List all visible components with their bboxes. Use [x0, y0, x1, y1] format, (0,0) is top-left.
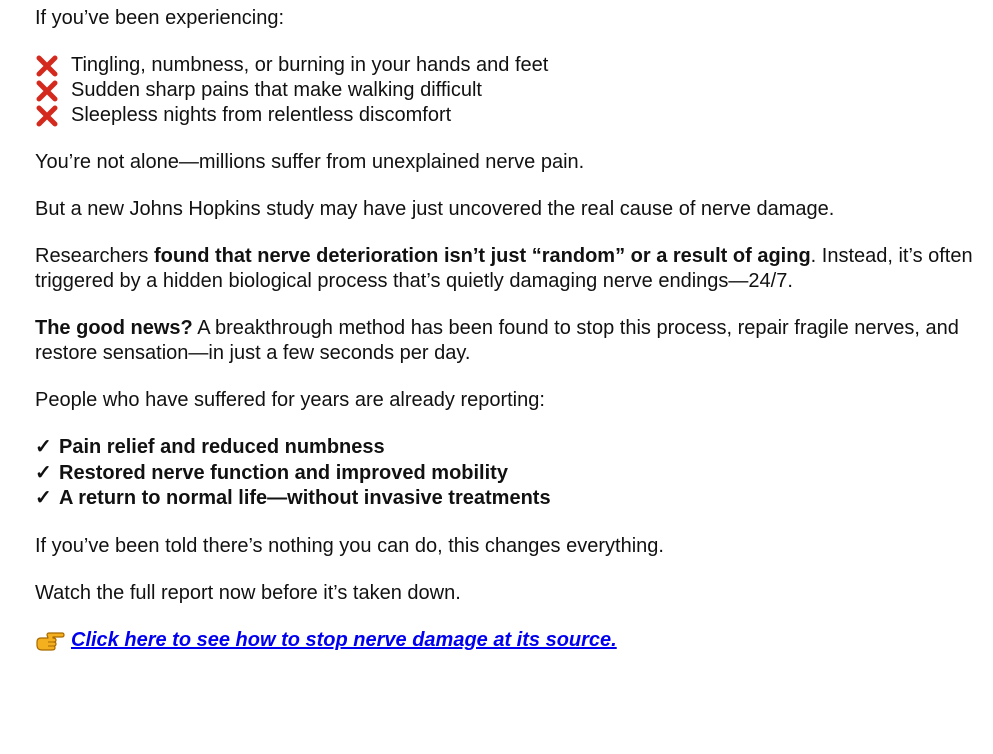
symptom-item: [35, 78, 975, 103]
benefit-list: [35, 435, 975, 512]
watch-text: Watch the full report now before it’s taken down.: [35, 581, 461, 604]
red-x-icon: [35, 53, 59, 78]
told-nothing-text: If you’ve been told there’s nothing you can do, this changes everything.: [35, 534, 664, 557]
cta-paragraph: [35, 628, 975, 659]
symptom-item: [35, 103, 975, 128]
check-icon: ✓: [35, 461, 52, 484]
red-x-icon: [35, 78, 59, 103]
benefit-label: Restored nerve function and improved mobility: [59, 461, 508, 484]
cta-label[interactable]: Click here to see how to stop nerve damage at its source.: [71, 628, 617, 651]
benefit-item: [35, 435, 975, 461]
symptom-label: Sudden sharp pains that make walking difficult: [71, 79, 482, 101]
symptom-item: [35, 53, 975, 78]
red-x-icon: [35, 103, 59, 128]
intro-text: If you’ve been experiencing:: [35, 7, 285, 29]
symptom-list: [35, 53, 975, 128]
cta-link[interactable]: [35, 628, 617, 653]
good-news-paragraph: [35, 316, 975, 366]
researchers-paragraph: [35, 244, 975, 294]
check-icon: ✓: [35, 436, 52, 459]
researchers-prefix: Researchers: [35, 245, 154, 267]
benefit-label: A return to normal life—without invasive treatments: [59, 487, 551, 510]
researchers-suffix: . Instead, it’s often triggered by a hidden biological process that’s quietly damaging nerve endings—24/7.: [35, 245, 973, 292]
good-news-heading: The good news?: [35, 317, 193, 339]
good-news-text: A breakthrough method has been found to stop this process, repair fragile nerves, and restore sensation—in just a few seconds per day.: [35, 317, 959, 364]
reporting-text: People who have suffered for years are already reporting:: [35, 389, 545, 411]
check-icon: ✓: [35, 487, 52, 510]
benefit-item: [35, 461, 975, 487]
benefit-label: Pain relief and reduced numbness: [59, 436, 385, 459]
study-text: But a new Johns Hopkins study may have just uncovered the real cause of nerve damage.: [35, 198, 835, 220]
symptom-label: Sleepless nights from relentless discomfort: [71, 104, 452, 126]
symptom-label: Tingling, numbness, or burning in your hands and feet: [71, 54, 549, 76]
not-alone-text: You’re not alone—millions suffer from unexplained nerve pain.: [35, 151, 585, 173]
researchers-finding: found that nerve deterioration isn’t just “random” or a result of aging: [153, 245, 811, 267]
email-body: [35, 6, 975, 680]
pointing-hand-icon: [35, 629, 65, 651]
benefit-item: [35, 486, 975, 512]
